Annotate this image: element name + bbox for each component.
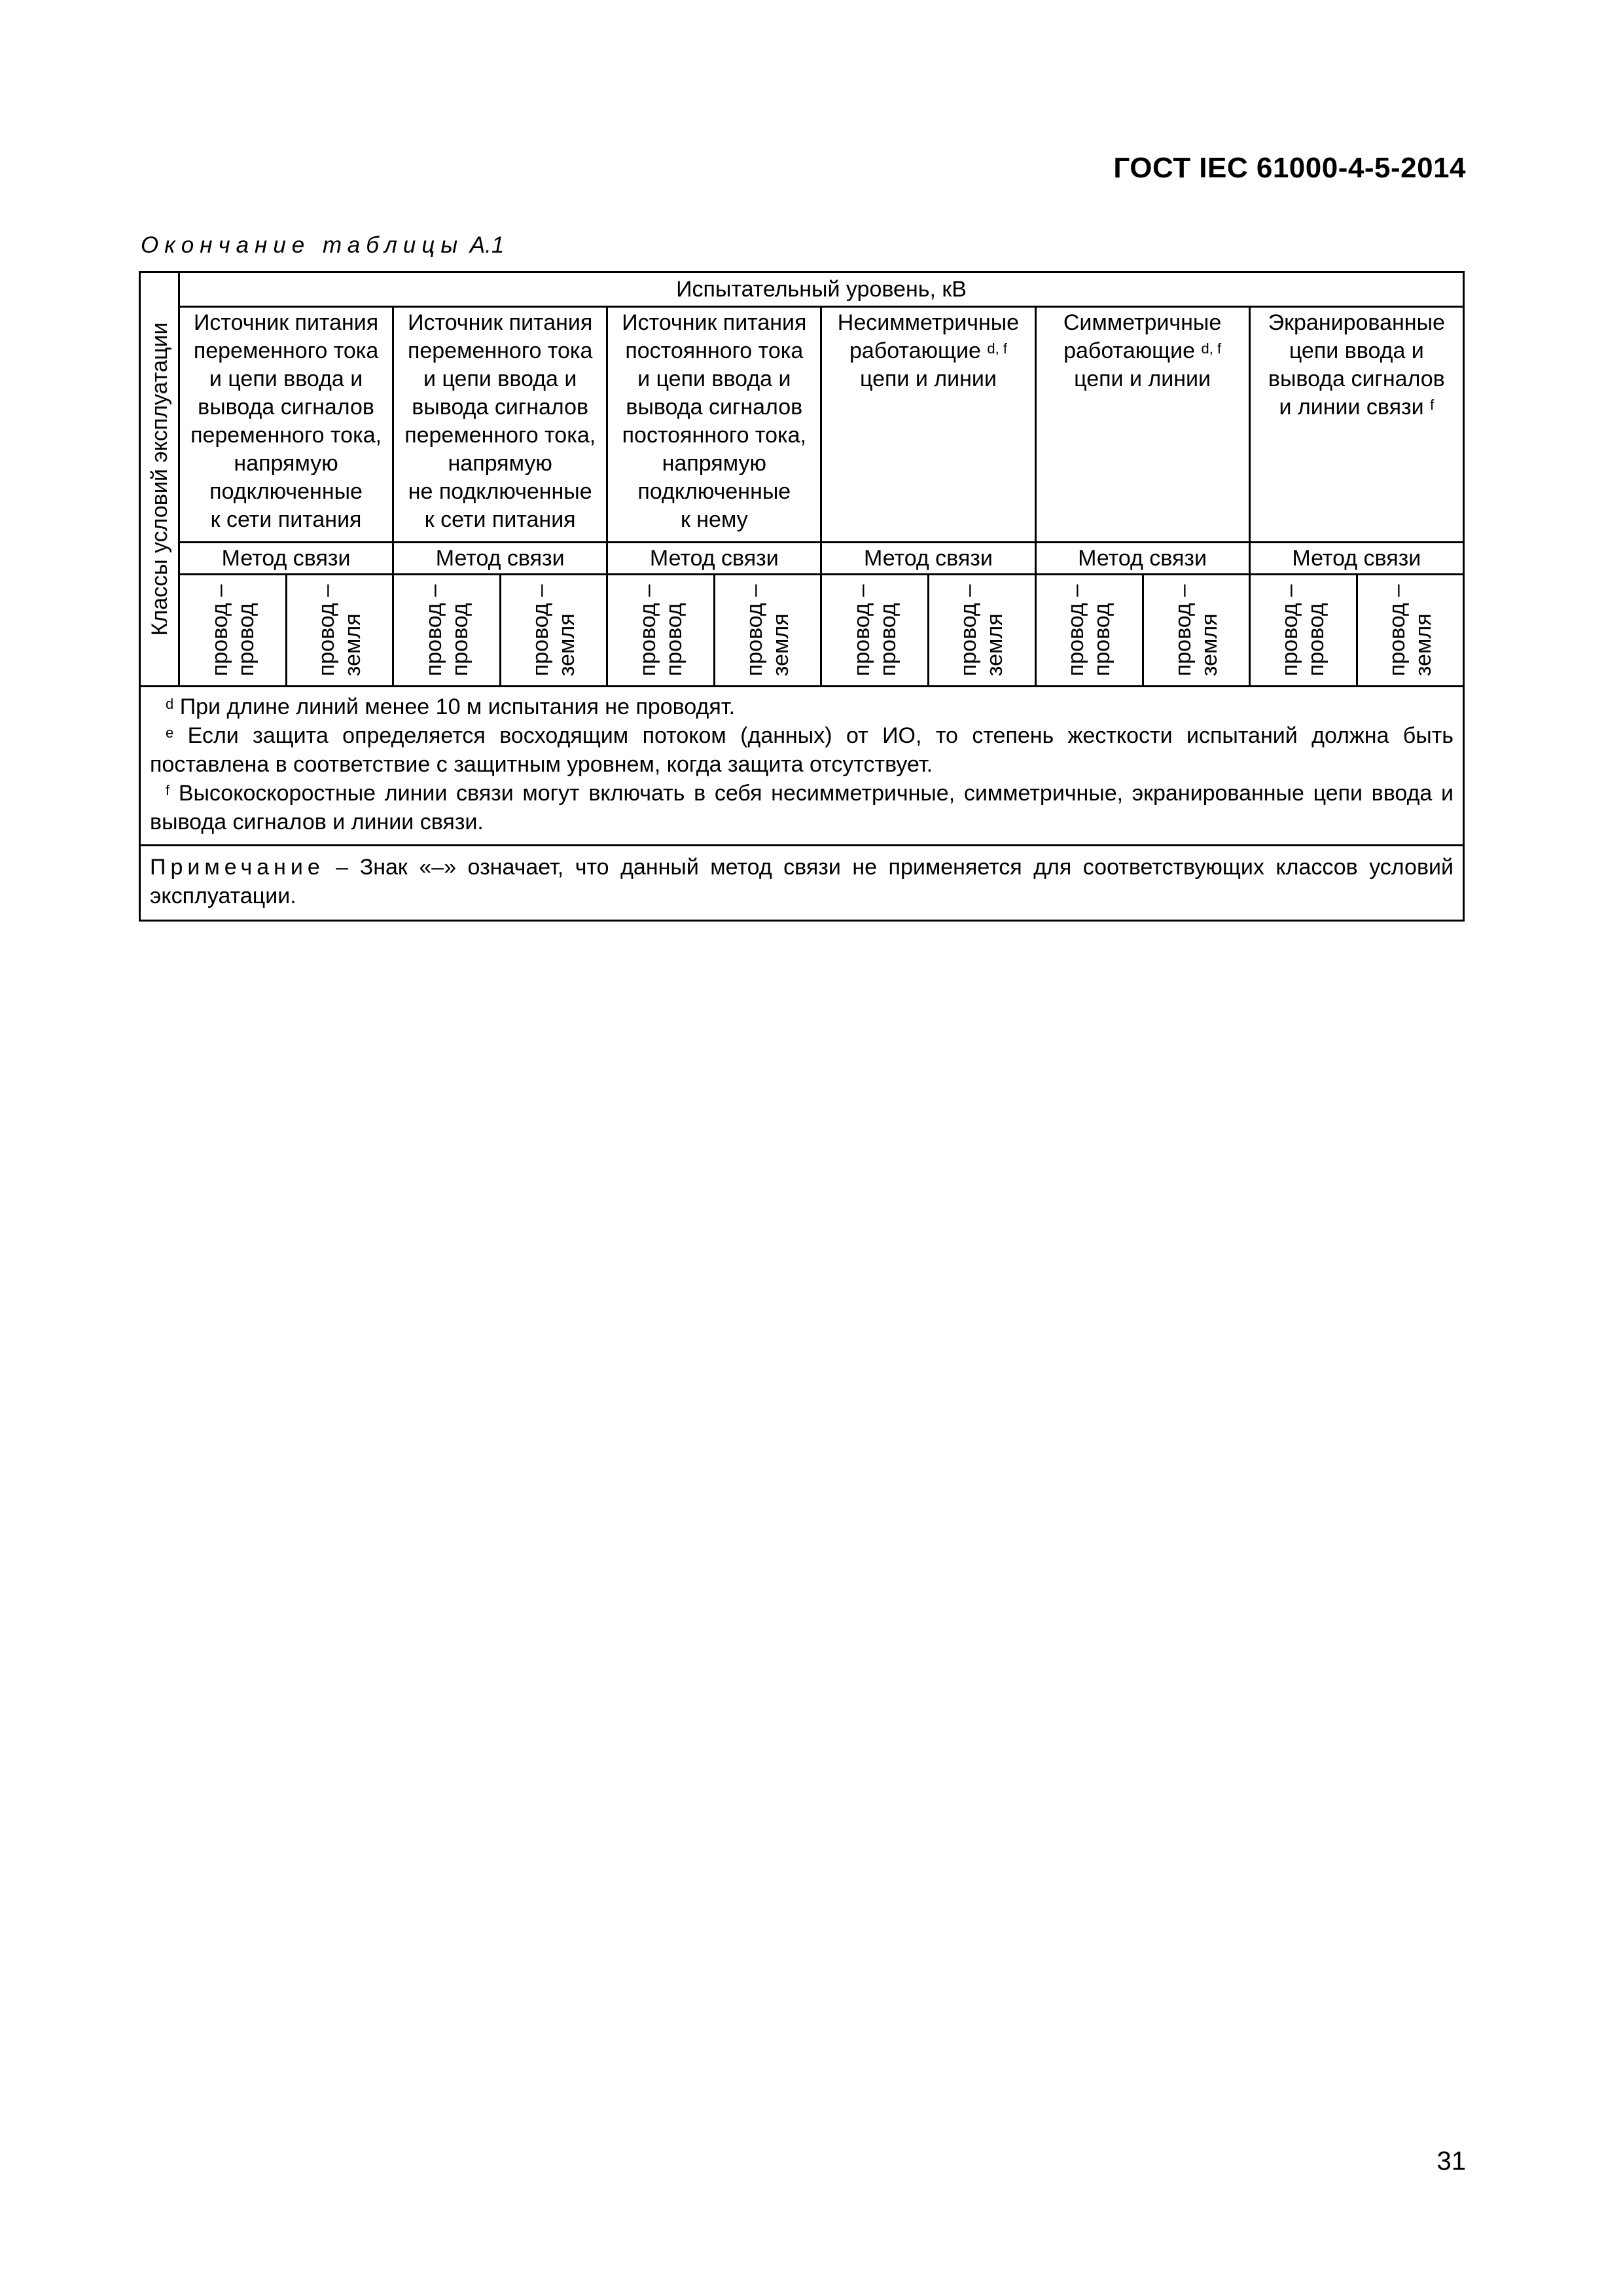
note-cell [140,846,1464,921]
footnote-d [150,692,1454,721]
group-header-line: вывода сигналов [1268,367,1445,391]
sub-header-label: провод – земля [956,584,1008,677]
group-header-line: переменного тока [407,338,593,363]
test-level-table [139,271,1465,922]
group-header-line: переменного тока, [190,423,382,448]
sub-header-label: провод – провод [421,584,473,677]
sub-header-label: провод – провод [207,584,259,677]
group-header-line: цепи и линии [860,367,997,391]
group-header-line: вывода сигналов [626,395,803,420]
sub-header-wire-wire [607,575,715,687]
group-header-text: и линии связи [1279,395,1424,420]
group-header-line: подключенные [637,479,791,504]
sub-header-wire-ground [1143,575,1249,687]
group-header-line: к сети питания [210,507,362,532]
group-header-line: вывода сигналов [198,395,374,420]
method-label: Метод связи [179,543,393,575]
note-text: – Знак «–» означает, что данный метод связи не применяется для соответствующих классов условий эксплуатации. [150,855,1454,908]
group-header-line [1251,393,1463,422]
group-header-6 [1249,307,1463,543]
sub-header-wire-wire [1035,575,1143,687]
footnote-e [150,721,1454,779]
group-header-line: Несимметричные [837,310,1020,335]
footnote-mark: f [166,782,170,798]
caption-prefix: Окончание таблицы [141,232,464,258]
group-header-line: Источник питания [193,310,379,335]
sub-header-label: провод – земля [314,584,366,677]
footnote-ref: d, f [987,340,1007,357]
method-label: Метод связи [1035,543,1249,575]
group-header-line: не подключенные [408,479,592,504]
group-header-line: подключенные [209,479,363,504]
group-header-line: Симметричные [1063,310,1222,335]
sub-header-label: провод – земля [1384,584,1436,677]
sub-header-label: провод – провод [849,584,901,677]
row-header-label: Классы условий эксплуатации [147,322,172,636]
sub-header-label: провод – земля [528,584,580,677]
group-header-line [1037,337,1249,365]
method-label: Метод связи [1249,543,1463,575]
sub-header-wire-wire [821,575,929,687]
group-header-1 [179,307,393,543]
document-id: ГОСТ IEC 61000-4-5-2014 [1113,152,1466,184]
footnote-ref: f [1430,397,1435,413]
group-header-text: работающие [849,338,981,363]
page-number: 31 [1436,2147,1466,2176]
group-header-line [822,337,1034,365]
group-header-5 [1035,307,1249,543]
group-header-line: и цепи ввода и [637,367,791,391]
footnote-f [150,779,1454,836]
group-header-line: постоянного тока, [622,423,807,448]
note-label: Примечание [150,855,325,880]
group-header-4 [821,307,1035,543]
sub-header-label: провод – провод [1063,584,1115,677]
sub-header-wire-wire [1249,575,1357,687]
group-header-line: напрямую [448,451,552,476]
table-caption [141,232,504,259]
sub-header-wire-wire [179,575,287,687]
group-header-line: напрямую [234,451,338,476]
group-header-line: и цепи ввода и [209,367,363,391]
sub-header-wire-ground [1357,575,1463,687]
method-label: Метод связи [821,543,1035,575]
footnote-ref: d, f [1201,340,1222,357]
sub-header-label: провод – земля [1170,584,1222,677]
group-header-text: работающие [1063,338,1196,363]
method-label: Метод связи [393,543,607,575]
group-header-line: цепи и линии [1074,367,1211,391]
sub-header-wire-ground [287,575,393,687]
footnote-mark: d [166,696,174,712]
sub-header-label: провод – провод [1277,584,1329,677]
sub-header-wire-ground [715,575,821,687]
group-header-line: к сети питания [424,507,576,532]
group-header-line: к нему [680,507,748,532]
footnote-text: При длине линий менее 10 м испытания не проводят. [179,694,736,719]
footnotes-cell [140,687,1464,846]
footnote-text: Высокоскоростные линии связи могут включать в себя несимметричные, симметричные, экранированные цепи ввода и вывода сигналов и линии связи. [150,781,1454,834]
footnote-mark: e [166,725,174,741]
group-header-line: переменного тока, [404,423,596,448]
group-header-line: вывода сигналов [412,395,589,420]
footnote-text: Если защита определяется восходящим потоком (данных) от ИО, то степень жесткости испытаний должна быть поставлена в соответствие с защитным уровнем, когда защита отсутствует. [150,723,1454,777]
group-header-line: Источник питания [408,310,593,335]
group-header-3 [607,307,821,543]
group-header-line: и цепи ввода и [423,367,577,391]
sub-header-wire-ground [501,575,607,687]
sub-header-wire-wire [393,575,501,687]
sub-header-label: провод – земля [742,584,794,677]
group-header-line: постоянного тока [625,338,804,363]
test-level-title: Испытательный уровень, кВ [179,272,1464,307]
caption-ref: А.1 [469,232,505,258]
group-header-line: переменного тока [193,338,379,363]
sub-header-wire-ground [929,575,1035,687]
group-header-line: Источник питания [622,310,807,335]
method-label: Метод связи [607,543,821,575]
group-header-line: напрямую [662,451,766,476]
row-header-cell [140,272,179,687]
group-header-line: Экранированные [1268,310,1445,335]
group-header-line: цепи ввода и [1289,338,1424,363]
sub-header-label: провод – провод [635,584,687,677]
group-header-2 [393,307,607,543]
